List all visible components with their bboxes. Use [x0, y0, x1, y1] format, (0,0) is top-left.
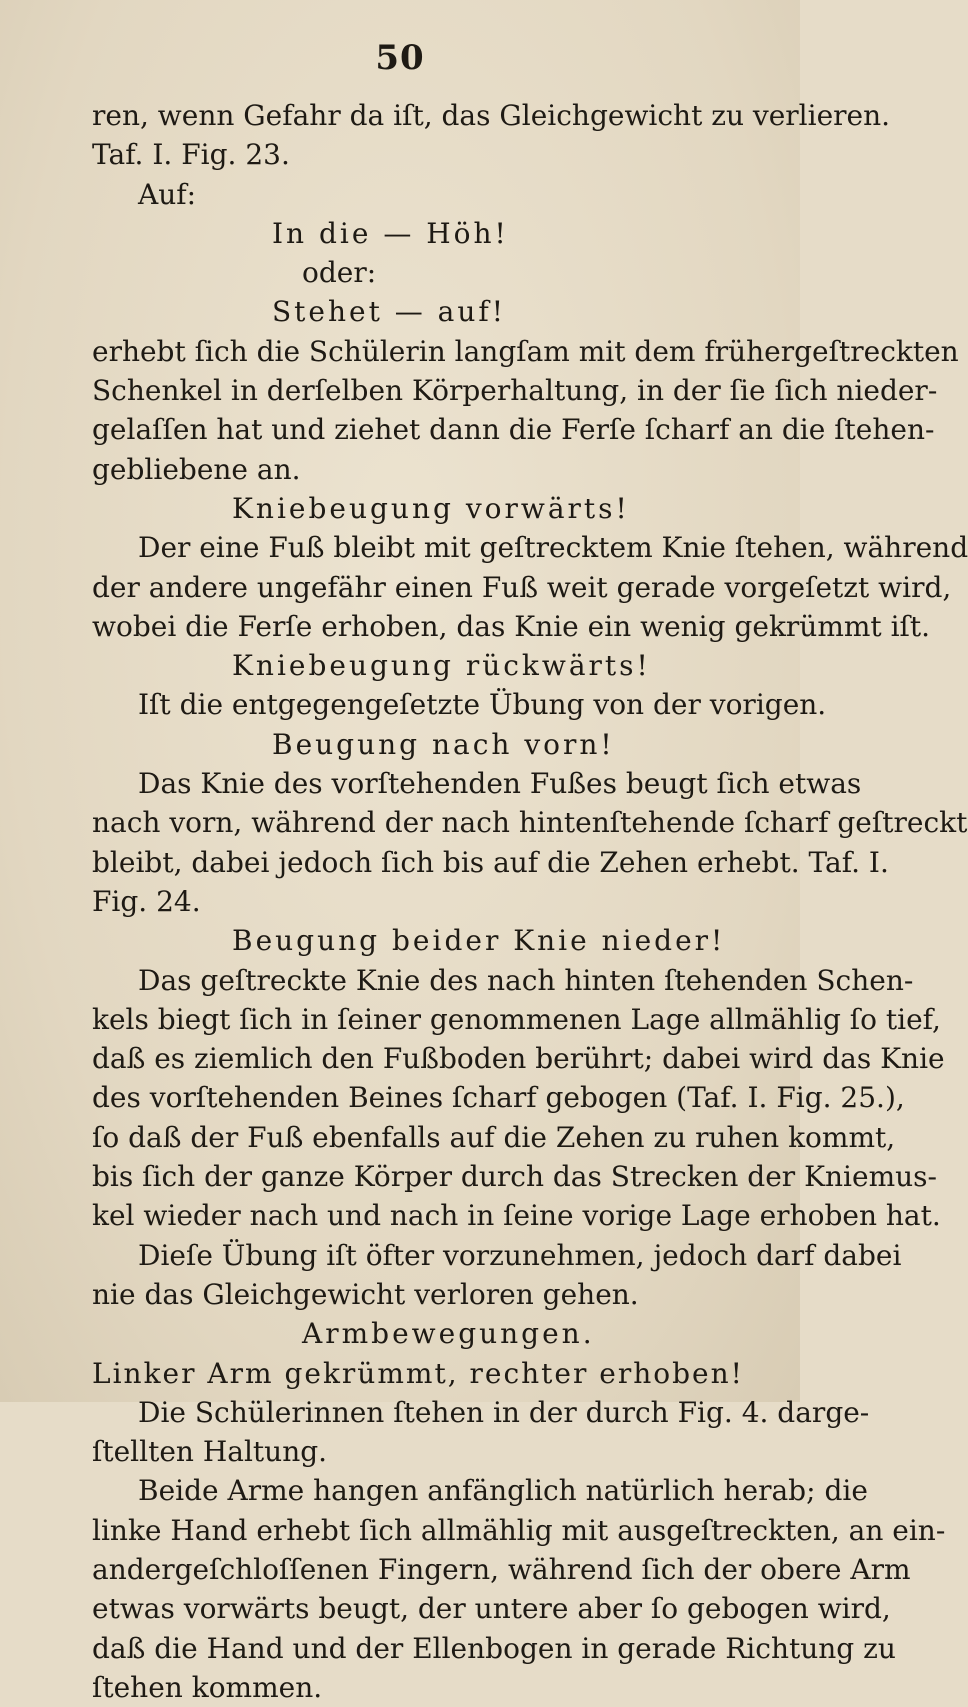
text-line: Schenkel in derſelben Körperhaltung, in der ſie ſich nieder-: [92, 374, 938, 408]
text-line: andergeſchloſſenen Fingern, während ſich der obere Arm: [92, 1552, 911, 1586]
page-number: 50: [375, 38, 425, 78]
text-line: Das Knie des vorſtehenden Fußes beugt ſich etwas: [138, 767, 862, 801]
text-line: ſtehen kommen.: [92, 1670, 323, 1704]
text-line: Dieſe Übung iſt öfter vorzunehmen, jedoch darf dabei: [138, 1238, 902, 1272]
text-line: oder:: [302, 256, 377, 290]
text-line: erhebt ſich die Schülerin langſam mit dem frühergeſtreckten: [92, 334, 959, 368]
text-line: etwas vorwärts beugt, der untere aber ſo gebogen wird,: [92, 1592, 891, 1626]
text-line: der andere ungefähr einen Fuß weit gerade vorgeſetzt wird,: [92, 570, 952, 604]
text-line: nach vorn, während der nach hintenſtehende ſcharf geſtreckt: [92, 806, 968, 840]
text-line: gebliebene an.: [92, 452, 301, 486]
figure-reference: Taf. I. Fig. 23.: [92, 138, 290, 172]
text-line: kel wieder nach und nach in ſeine vorige Lage erhoben hat.: [92, 1199, 941, 1233]
text-line: wobei die Ferſe erhoben, das Knie ein wenig gekrümmt iſt.: [92, 609, 931, 643]
text-line: gelaſſen hat und ziehet dann die Ferſe ſcharf an die ſtehen-: [92, 413, 935, 447]
text-line: daß es ziemlich den Fußboden berührt; dabei wird das Knie: [92, 1042, 945, 1076]
text-line: ſo daß der Fuß ebenfalls auf die Zehen zu ruhen kommt,: [92, 1120, 896, 1154]
text-line: daß die Hand und der Ellenbogen in gerade Richtung zu: [92, 1631, 896, 1665]
text-line: kels biegt ſich in ſeiner genommenen Lage allmählig ſo tief,: [92, 1002, 941, 1036]
text-line: ſtellten Haltung.: [92, 1435, 328, 1469]
text-line: Beide Arme hangen anfänglich natürlich herab; die: [138, 1474, 868, 1508]
exercise-heading: Kniebeugung rückwärts!: [232, 649, 651, 683]
exercise-heading: Linker Arm gekrümmt, rechter erhoben!: [92, 1356, 744, 1390]
text-line: Iſt die entgegengeſetzte Übung von der vorigen.: [138, 688, 827, 722]
command-heading: In die — Höh!: [272, 216, 509, 250]
page-body: [92, 96, 968, 1707]
text-line: bleibt, dabei jedoch ſich bis auf die Zehen erhebt. Taf. I.: [92, 845, 889, 879]
text-line: linke Hand erhebt ſich allmählig mit ausgeſtreckten, an ein-: [92, 1513, 946, 1547]
command-heading: Stehet — auf!: [272, 295, 507, 329]
text-line: bis ſich der ganze Körper durch das Strecken der Kniemus-: [92, 1160, 937, 1194]
text-line: nie das Gleichgewicht verloren gehen.: [92, 1277, 639, 1311]
exercise-heading: Beugung nach vorn!: [272, 727, 615, 761]
command-label: Auf:: [138, 177, 197, 211]
text-line: des vorſtehenden Beines ſcharf gebogen (Taf. I. Fig. 25.),: [92, 1081, 905, 1115]
figure-reference: Fig. 24.: [92, 884, 201, 918]
exercise-heading: Beugung beider Knie nieder!: [232, 924, 726, 958]
text-line: Die Schülerinnen ſtehen in der durch Fig. 4. darge-: [138, 1395, 870, 1429]
exercise-heading: Kniebeugung vorwärts!: [232, 491, 630, 525]
text-line: Das geſtreckte Knie des nach hinten ſtehenden Schen-: [138, 963, 914, 997]
text-line: ren, wenn Gefahr da iſt, das Gleichgewicht zu verlieren.: [92, 99, 891, 132]
text-line: Der eine Fuß bleibt mit geſtrecktem Knie ſtehen, während: [138, 531, 968, 565]
section-heading: Armbewegungen.: [302, 1317, 595, 1351]
